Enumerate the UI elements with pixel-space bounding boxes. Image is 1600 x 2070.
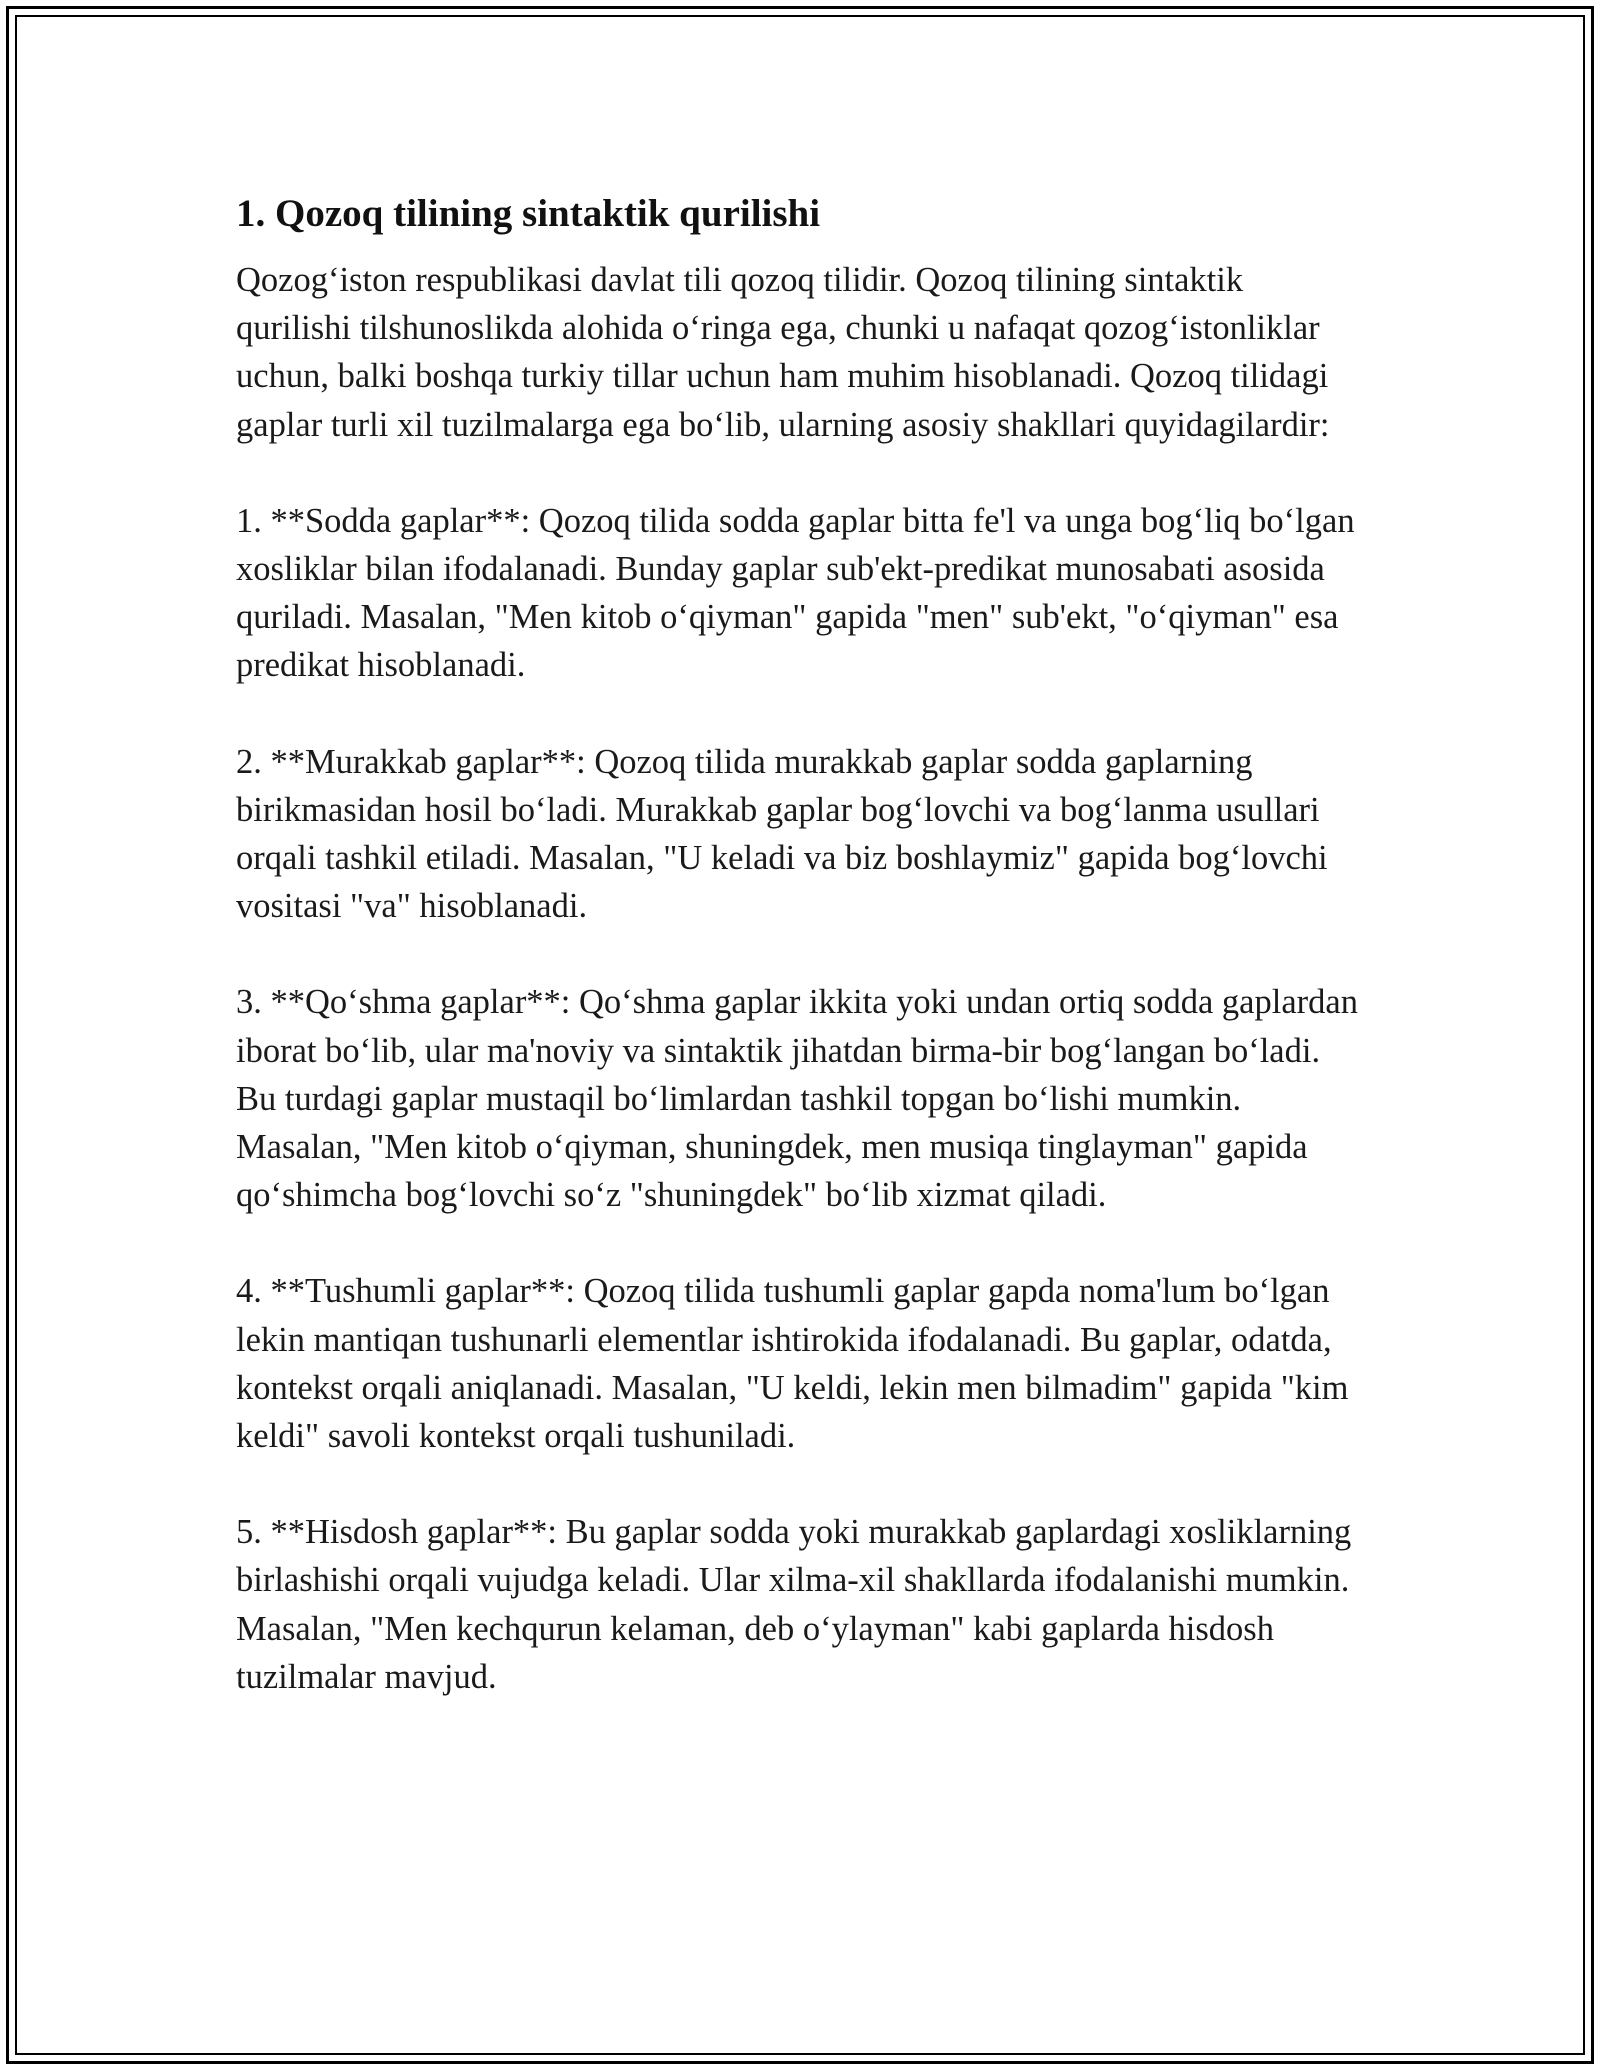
- list-item-tushumli-gaplar: 4. **Tushumli gaplar**: Qozoq tilida tushumli gaplar gapda noma'lum bo‘lgan lekin mantiqan tushunarli elementlar ishtirokida ifodalanadi. Bu gaplar, odatda, kontekst orqali aniqlanadi. Masalan, "U keldi, lekin men bilmadim" gapida "kim keldi" savoli kontekst orqali tushuniladi.: [236, 1272, 1349, 1456]
- list-item-sodda-gaplar: 1. **Sodda gaplar**: Qozoq tilida sodda gaplar bitta fe'l va unga bog‘liq bo‘lgan xosliklar bilan ifodalanadi. Bunday gaplar sub'ekt-predikat munosabati asosida quriladi. Masalan, "Men kitob o‘qiyman" gapida "men" sub'ekt, "o‘qiyman" esa predikat hisoblanadi.: [236, 501, 1355, 685]
- intro-paragraph: Qozog‘iston respublikasi davlat tili qozoq tilidir. Qozoq tilining sintaktik qurilishi tilshunoslikda alohida o‘ringa ega, chunki u nafaqat qozog‘istonliklar uchun, balki boshqa turkiy tillar uchun ham muhim hisoblanadi. Qozoq tilidagi gaplar turli xil tuzilmalarga ega bo‘lib, ularning asosiy shakllari quyidagilardir:: [236, 261, 1330, 444]
- list-item-murakkab-gaplar: 2. **Murakkab gaplar**: Qozoq tilida murakkab gaplar sodda gaplarning birikmasidan hosil bo‘ladi. Murakkab gaplar bog‘lovchi va bog‘lanma usullari orqali tashkil etiladi. Masalan, "U keladi va biz boshlaymiz" gapida bog‘lovchi vositasi "va" hisoblanadi.: [236, 742, 1328, 926]
- document-page: [236, 186, 1366, 1701]
- document-title: 1. Qozoq tilining sintaktik qurilishi: [236, 192, 821, 235]
- list-item-qoshma-gaplar: 3. **Qo‘shma gaplar**: Qo‘shma gaplar ikkita yoki undan ortiq sodda gaplardan iborat bo‘lib, ular ma'noviy va sintaktik jihatdan birma-bir bog‘langan bo‘ladi. Bu turdagi gaplar mustaqil bo‘limlardan tashkil topgan bo‘lishi mumkin. Masalan, "Men kitob o‘qiyman, shuningdek, men musiqa tinglayman" gapida qo‘shimcha bog‘lovchi so‘z "shuningdek" bo‘lib xizmat qiladi.: [236, 983, 1358, 1215]
- list-item-hisdosh-gaplar: 5. **Hisdosh gaplar**: Bu gaplar sodda yoki murakkab gaplardagi xosliklarning birlashishi orqali vujudga keladi. Ular xilma-xil shakllarda ifodalanishi mumkin. Masalan, "Men kechqurun kelaman, deb o‘ylayman" kabi gaplarda hisdosh tuzilmalar mavjud.: [236, 1513, 1352, 1696]
